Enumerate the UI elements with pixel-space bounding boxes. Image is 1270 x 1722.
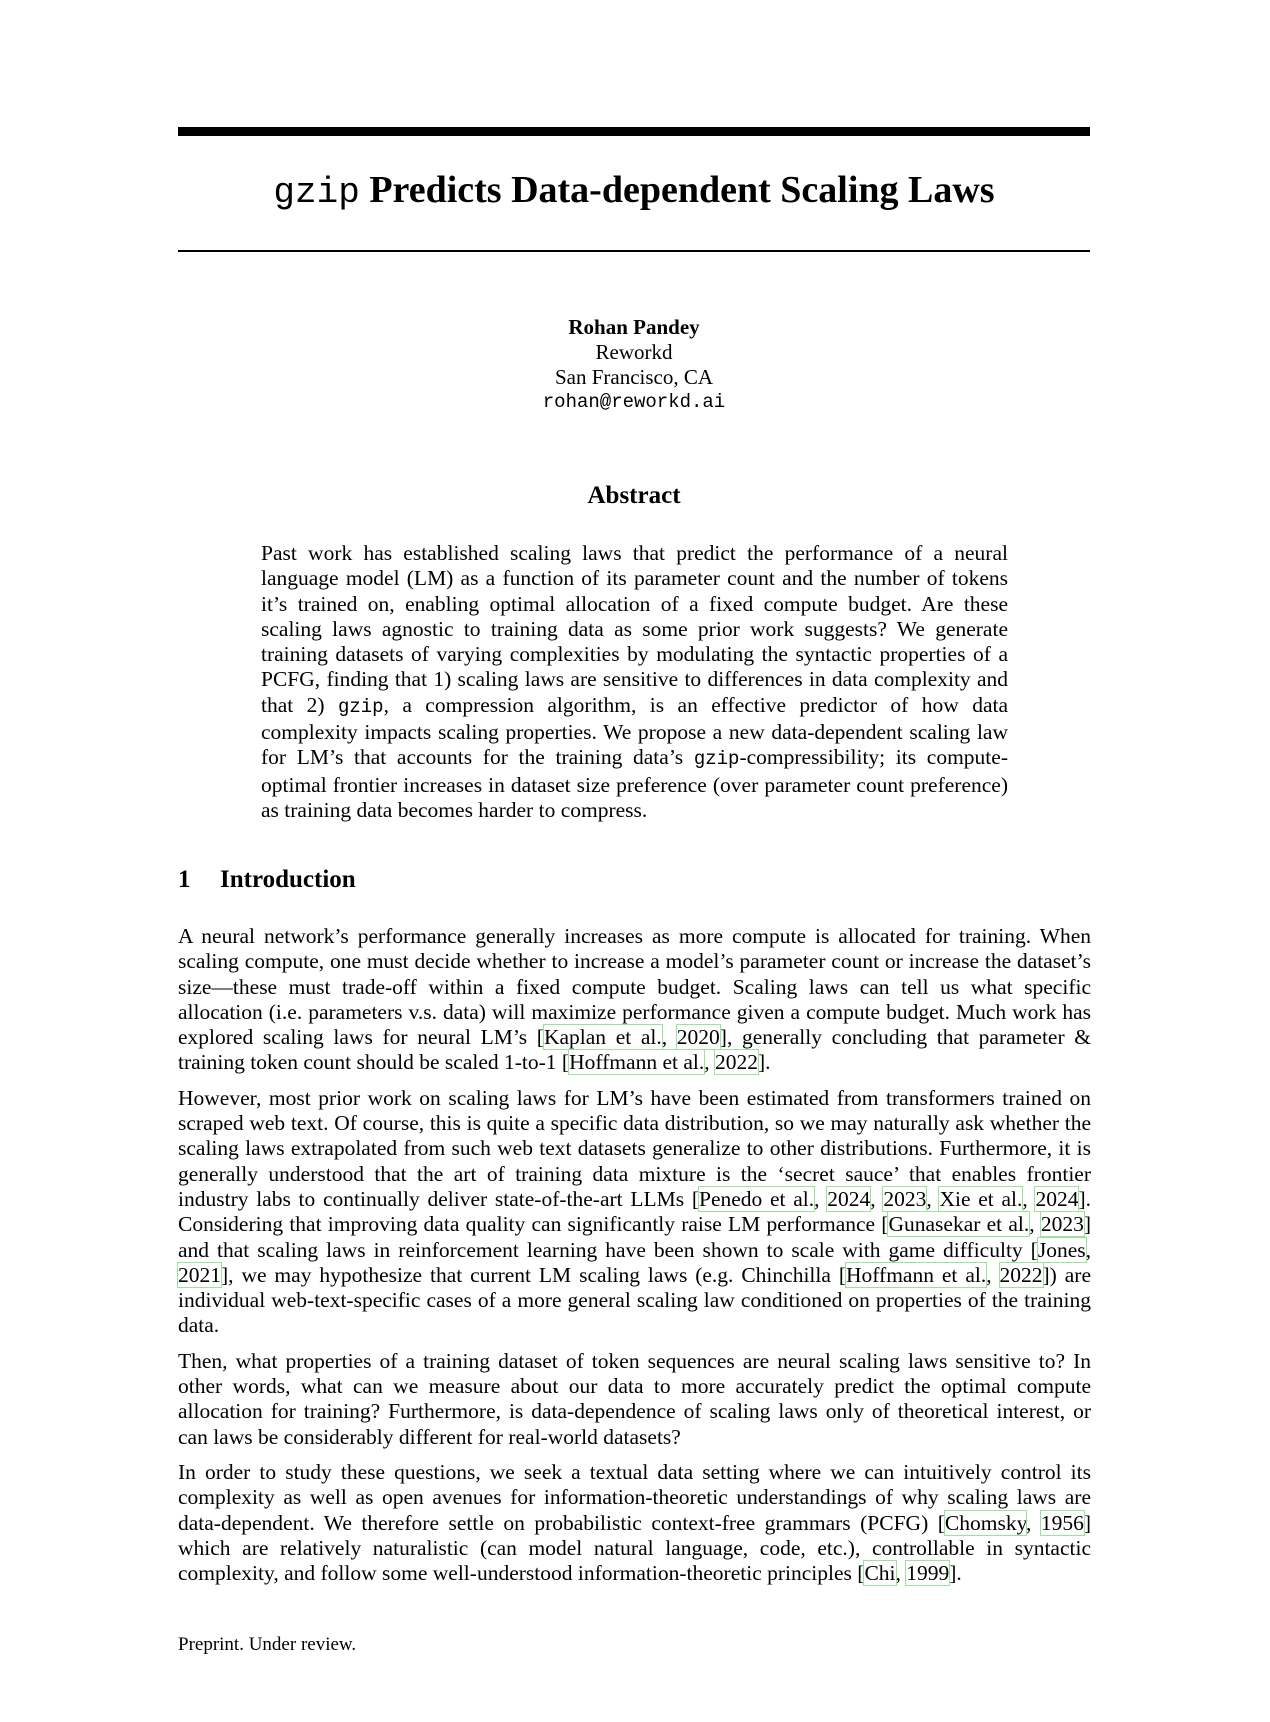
section-number: 1	[178, 866, 191, 893]
citation-link[interactable]: 2023	[883, 1186, 927, 1211]
title-mono-word: gzip	[273, 172, 360, 213]
paragraph-text: ,	[1025, 1510, 1041, 1535]
title-top-rule	[178, 127, 1090, 136]
paragraph	[178, 1460, 1091, 1586]
paragraph-text: A neural network’s performance generally increases as more compute is allocated for training. When scaling compute, one must decide whether to increase a model’s parameter count or increase the dataset’s size—these must trade-off within a fixed compute budget. Scaling laws can tell us what specific allocation (i.e. parameters v.s. data) will maximize performance given a compute budget. Much work has explored scaling laws for neural LM’s [	[178, 924, 1091, 1050]
paper-title	[178, 165, 1090, 218]
paragraph-text: However, most prior work on scaling laws for LM’s have been estimated from transformers trained on scraped web text. Of course, this is quite a specific data distribution, so we may naturally ask whether the scaling laws extrapolated from such web text datasets generalize to other distributions. Furthermore, it is generally understood that the art of training data mixture is the ‘secret sauce’ that enables frontier industry labs to continually deliver state-of-the-art LLMs [	[178, 1085, 1091, 1211]
abstract-heading: Abstract	[587, 482, 681, 509]
abstract-text: -compressibility; its compute-optimal frontier increases in dataset size preference (over parameter count preference) as training data becomes harder to compress.	[261, 745, 1008, 822]
abstract-gzip-term: gzip	[693, 748, 740, 771]
paragraph-text: ], generally concluding that parameter & training token count should be scaled 1-to-1 [	[178, 1025, 1091, 1075]
introduction-body	[178, 924, 1091, 1596]
paragraph-text: ,	[1085, 1237, 1091, 1262]
abstract-text: , a compression algorithm, is an effective predictor of how data complexity impacts scaling properties. We propose a new data-dependent scaling law for LM’s that accounts for the training data’s	[261, 692, 1008, 770]
citation-link[interactable]: Jones	[1037, 1237, 1086, 1262]
author-email[interactable]: rohan@reworkd.ai	[542, 391, 726, 413]
paragraph-text: ,	[704, 1050, 715, 1075]
paragraph-text: ] which are relatively naturalistic (can model natural language, code, etc.), controllable in syntactic complexity, and follow some well-understood information-theoretic principles [	[178, 1510, 1091, 1586]
title-text: Predicts Data-dependent Scaling Laws	[369, 169, 995, 211]
citation-link[interactable]: 2023	[1040, 1212, 1084, 1237]
paragraph-text: ,	[895, 1561, 907, 1586]
abstract-body	[261, 541, 1008, 823]
citation-link[interactable]: 2022	[714, 1050, 758, 1075]
paragraph-text: ,	[870, 1186, 884, 1211]
paragraph-text: ]) are individual web-text-specific cases of a more general scaling law conditioned on properties of the training data.	[178, 1262, 1091, 1338]
author-block	[178, 315, 1090, 415]
paragraph-text: ] and that scaling laws in reinforcement learning have been shown to scale with game difficulty [	[178, 1212, 1092, 1262]
paragraph-text: ,	[814, 1186, 828, 1211]
title-bottom-rule	[178, 250, 1090, 252]
section-title: Introduction	[220, 866, 356, 893]
citation-link[interactable]: 2022	[999, 1262, 1043, 1287]
section-heading	[178, 865, 1090, 895]
paragraph-text: ], we may hypothesize that current LM scaling laws (e.g. Chinchilla [	[221, 1262, 846, 1287]
citation-link[interactable]: 2024	[827, 1186, 871, 1211]
paragraph-text: ].	[949, 1561, 962, 1586]
paragraph	[178, 1086, 1091, 1339]
paragraph-text: ,	[986, 1262, 1000, 1287]
paragraph	[178, 924, 1091, 1076]
paragraph: Then, what properties of a training dataset of token sequences are neural scaling laws sensitive to? In other words, what can we measure about our data to more accurately predict the optimal compute allocation for training? Furthermore, is data-dependence of scaling laws only of theoretical interest, or can laws be considerably different for real-world datasets?	[178, 1348, 1091, 1449]
citation-link[interactable]: 2021	[178, 1262, 221, 1287]
paragraph-text: ,	[926, 1186, 940, 1211]
paragraph-text: ,	[1022, 1186, 1036, 1211]
citation-link[interactable]: 1956	[1040, 1510, 1084, 1535]
citation-link[interactable]: Penedo et al.	[698, 1186, 815, 1211]
author-name: Rohan Pandey	[568, 315, 700, 339]
citation-link[interactable]: 2020	[676, 1025, 720, 1050]
footer-note: Preprint. Under review.	[178, 1634, 357, 1655]
citation-link[interactable]: Gunasekar et al.	[888, 1212, 1030, 1237]
abstract-text: Past work has established scaling laws that predict the performance of a neural language model (LM) as a function of its parameter count and the number of tokens it’s trained on, enabling optimal allocation of a fixed compute budget. Are these scaling laws agnostic to training data as some prior work suggests? We generate training datasets of varying complexities by modulating the syntactic properties of a PCFG, finding that 1) scaling laws are sensitive to differences in data complexity and that 2)	[261, 541, 1008, 717]
paragraph-text: ,	[661, 1025, 677, 1050]
citation-link[interactable]: Hoffmann et al.	[569, 1050, 705, 1075]
citation-link[interactable]: 2024	[1035, 1186, 1079, 1211]
author-affiliation: Reworkd	[595, 340, 673, 364]
abstract-gzip-term: gzip	[337, 695, 384, 718]
paragraph-text: In order to study these questions, we seek a textual data setting where we can intuitively control its complexity as well as open avenues for information-theoretic understandings of why scaling laws are data-dependent. We therefore settle on probabilistic context-free grammars (PCFG) [	[178, 1459, 1091, 1535]
citation-link[interactable]: Chi	[864, 1561, 896, 1586]
citation-link[interactable]: Chomsky	[944, 1510, 1026, 1535]
paragraph-text: ]. Considering that improving data quality can significantly raise LM performance [	[178, 1186, 1092, 1237]
paragraph-text: ].	[757, 1050, 771, 1075]
author-location: San Francisco, CA	[554, 365, 714, 389]
citation-link[interactable]: Kaplan et al.	[543, 1025, 662, 1050]
paragraph-text: ,	[1029, 1212, 1041, 1237]
citation-link[interactable]: 1999	[906, 1561, 950, 1586]
citation-link[interactable]: Xie et al.	[939, 1186, 1023, 1211]
citation-link[interactable]: Hoffmann et al.	[846, 1262, 987, 1287]
